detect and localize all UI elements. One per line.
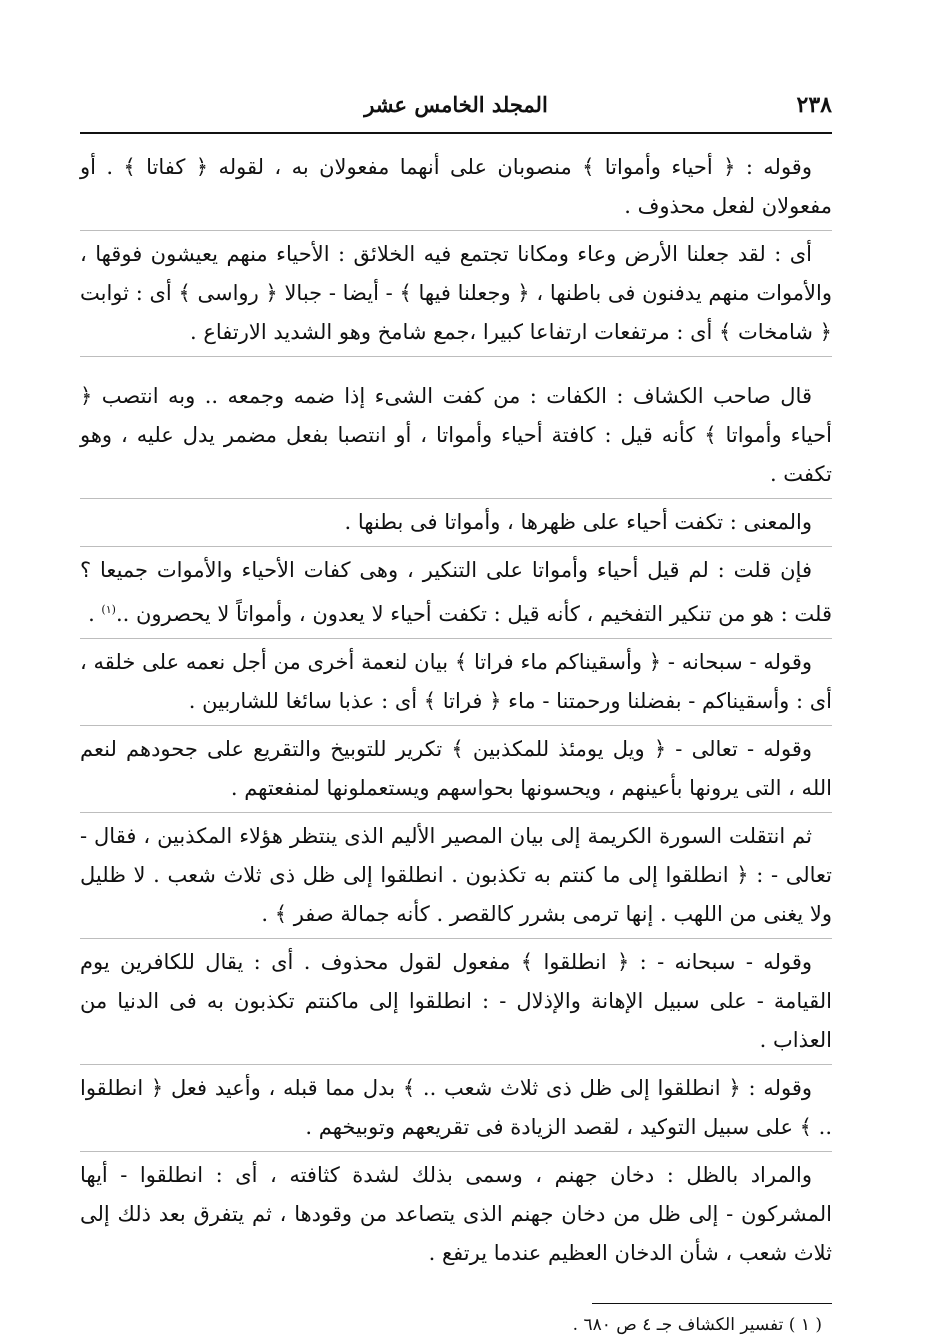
page-body: [80, 148, 832, 1277]
running-title: المجلد الخامس عشر: [364, 92, 548, 117]
paragraph: وقوله : ﴿ انطلقوا إلى ظل ذى ثلاث شعب .. ﴾ بدل مما قبله ، وأعيد فعل ﴿ انطلقوا .. ﴾ على سبيل التوكيد ، لقصد الزيادة فى تقريعهم وتوبيخهم .: [80, 1069, 832, 1152]
paragraph-with-footnote: فإن قلت : لم قيل أحياء وأمواتا على التنكير ، وهى كفات الأحياء والأموات جميعا ؟ قلت : هو من تنكير التفخيم ، كأنه قيل : تكفت أحياء لا يعدون ، وأمواتاً لا يحصرون ..$^{(١)}$ .: [80, 551, 832, 639]
page-number: ٢٣٨: [796, 92, 832, 118]
footnote: ( ١ ) تفسير الكشاف جـ ٤ ص ٦٨٠ .: [572, 1315, 822, 1335]
paragraph: قال صاحب الكشاف : الكفات : من كفت الشىء إذا ضمه وجمعه .. وبه انتصب ﴿ أحياء وأمواتا ﴾ كأنه قيل : كافتة أحياء وأمواتا ، أو انتصبا بفعل مضمر يدل عليه ، وهو تكفت .: [80, 377, 832, 499]
page: [80, 88, 832, 1340]
paragraph: أى : لقد جعلنا الأرض وعاء ومكانا تجتمع فيه الخلائق : الأحياء منهم يعيشون فوقها ، والأموات منهم يدفنون فى باطنها ، ﴿ وجعلنا فيها ﴾ - أيضا - جبالا ﴿ رواسى ﴾ أى : ثوابت ﴿ شامخات ﴾ أى : مرتفعات ارتفاعا كبيرا ،جمع شامخ وهو الشديد الارتفاع .: [80, 235, 832, 357]
paragraph: والمعنى : تكفت أحياء على ظهرها ، وأمواتا فى بطنها .: [80, 503, 832, 547]
footnote-marker: (١): [101, 603, 116, 616]
paragraph: وقوله - سبحانه - ﴿ وأسقيناكم ماء فراتا ﴾ بيان لنعمة أخرى من أجل نعمه على خلقه ، أى : وأسقيناكم - بفضلنا ورحمتنا - ماء ﴿ فراتا ﴾ أى : عذبا سائغا للشاربين .: [80, 643, 832, 726]
footnote-rule: [592, 1303, 832, 1304]
paragraph: والمراد بالظل : دخان جهنم ، وسمى بذلك لشدة كثافته ، أى : انطلقوا - أيها المشركون - إلى ظل من دخان جهنم الذى يتصاعد من وقودها ، ثم يتفرق بعد ذلك إلى ثلاث شعب ، شأن الدخان العظيم عندما يرتفع .: [80, 1163, 832, 1265]
paragraph: وقوله - تعالى - ﴿ ويل يومئذ للمكذبين ﴾ تكرير للتوبيخ والتقريع على جحودهم لنعم الله ، التى يرونها بأعينهم ، ويحسونها بحواسهم ويستعملونها لمنفعتهم .: [80, 730, 832, 813]
paragraph: وقوله : ﴿ أحياء وأمواتا ﴾ منصوبان على أنهما مفعولان به ، لقوله ﴿ كفاتا ﴾ . أو مفعولان لفعل محذوف .: [80, 148, 832, 231]
paragraph-text: فإن قلت : لم قيل أحياء وأمواتا على التنكير ، وهى كفات الأحياء والأموات جميعا ؟ قلت : هو من تنكير التفخيم ، كأنه قيل : تكفت أحياء لا يعدون ، وأمواتاً لا يحصرون ..: [80, 558, 832, 626]
paragraph: وقوله - سبحانه - : ﴿ انطلقوا ﴾ مفعول لقول محذوف . أى : يقال للكافرين يوم القيامة - على سبيل الإهانة والإذلال - : انطلقوا إلى ماكنتم تكذبون به فى الدنيا من العذاب .: [80, 943, 832, 1065]
header-rule: [80, 132, 832, 134]
page-header: [80, 88, 832, 122]
paragraph: ثم انتقلت السورة الكريمة إلى بيان المصير الأليم الذى ينتظر هؤلاء المكذبين ، فقال - تعالى - : ﴿ انطلقوا إلى ما كنتم به تكذبون . انطلقوا إلى ظل ذى ثلاث شعب . لا ظليل ولا يغنى من اللهب . إنها ترمى بشرر كالقصر . كأنه جمالة صفر ﴾ .: [80, 817, 832, 939]
